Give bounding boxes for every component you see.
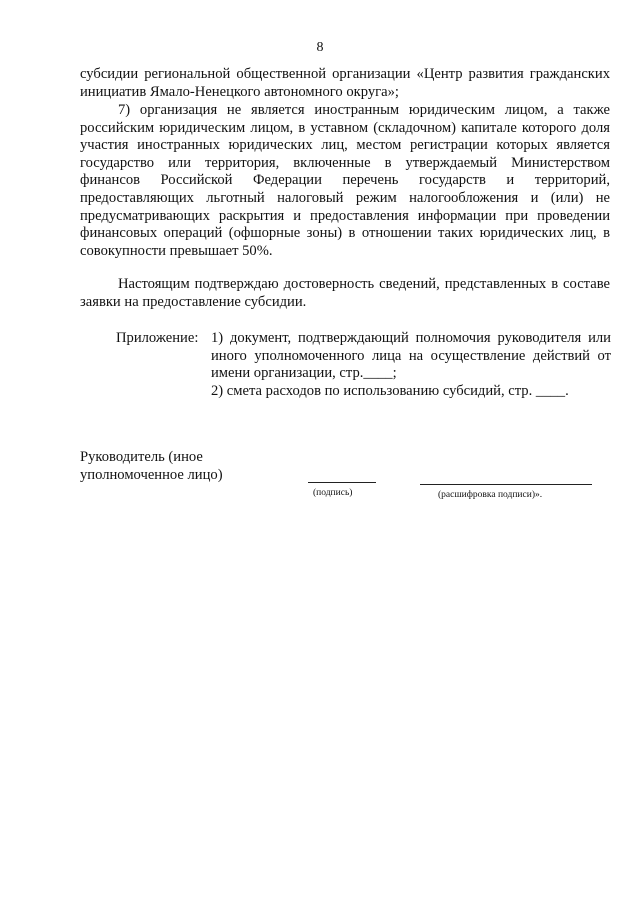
attachments-list (211, 330, 611, 400)
attachment-item-1: 1) документ, подтверждающий полномочия руководителя или иного уполномоченного лица на осуществление действий от имени организации, стр.____; (211, 330, 611, 382)
page-number: 8 (316, 40, 324, 55)
decryption-caption: (расшифровка подписи)». (438, 490, 543, 500)
signature-role (80, 448, 223, 484)
signature-caption: (подпись) (313, 488, 353, 498)
paragraph-confirmation: Настоящим подтверждаю достоверность сведений, представленных в составе заявки на предоставление субсидии. (80, 276, 610, 310)
attachment-item-2: 2) смета расходов по использованию субсидий, стр. ____. (211, 382, 569, 399)
paragraph-subsidy-recipient: субсидии региональной общественной организации «Центр развития гражданских инициатив Ямало-Ненецкого автономного округа»; (80, 66, 610, 100)
decryption-line (420, 484, 592, 485)
attachments-label: Приложение: (116, 330, 199, 346)
signature-role-line-2: уполномоченное лицо) (80, 467, 223, 483)
signature-line (308, 482, 376, 483)
signature-role-line-1: Руководитель (иное (80, 449, 203, 465)
paragraph-condition-7: 7) организация не является иностранным юридическим лицом, а также российским юридическим лицом, в уставном (складочном) капитале которого доля участия иностранных юридических лиц, местом регистрации которых является государство или территория, включенные в утверждаемый Министерством финансов Российской Федерации перечень государств и территорий, предоставляющих льготный налоговый режим налогообложения и (или) не предусматривающих раскрытия и предоставления информации при проведении финансовых операций (офшорные зоны) в отношении таких юридических лиц, в совокупности превышает 50%. (80, 102, 610, 259)
